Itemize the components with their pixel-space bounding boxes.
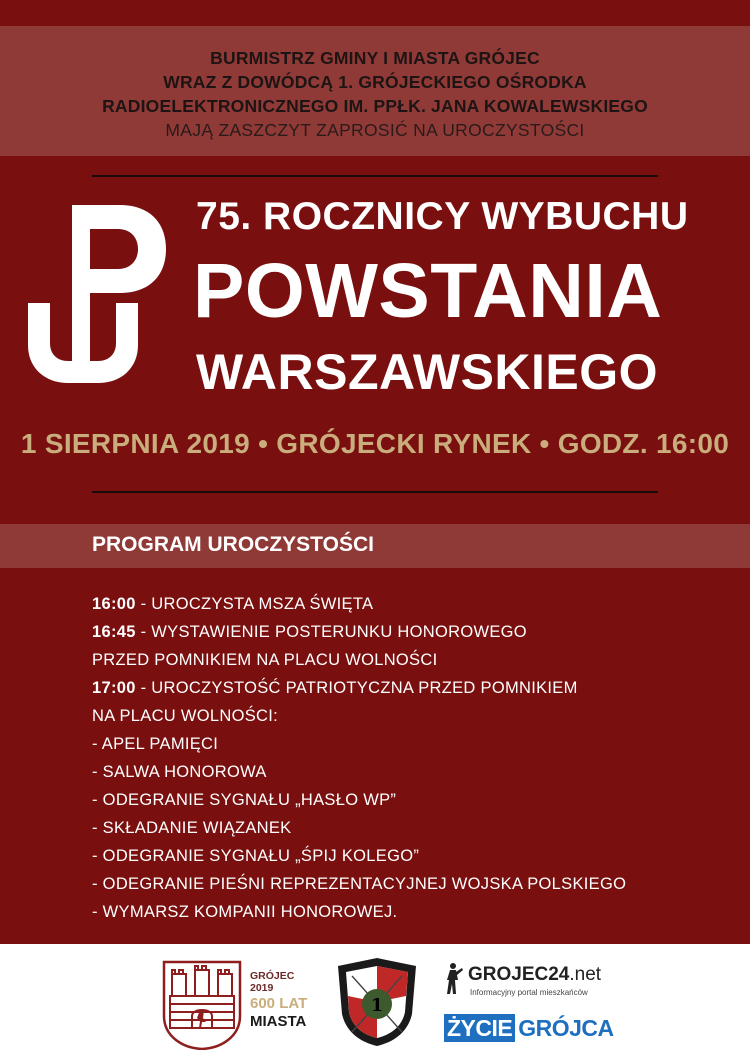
grojec-crest-icon (162, 960, 242, 1050)
top-strip (0, 0, 750, 26)
event-details: 1 SIERPNIA 2019 • GRÓJECKI RYNEK • GODZ. 16:00 (20, 428, 730, 459)
title-line-2: POWSTANIA (193, 248, 663, 334)
kotwica-emblem-icon (28, 205, 168, 385)
newspaper-part-1: ŻYCIE (444, 1014, 515, 1042)
item-text: - WYMARSZ KOMPANII HONOROWEJ. (92, 903, 398, 921)
title-line-3: WARSZAWSKIEGO (196, 344, 659, 400)
list-item (92, 898, 712, 926)
program-schedule (92, 590, 712, 926)
list-item (92, 618, 712, 646)
program-band (0, 524, 750, 568)
zycie-grojca-logo (444, 1014, 614, 1044)
list-item (92, 590, 712, 618)
divider-top (92, 175, 658, 177)
item-time: 17:00 (92, 679, 136, 697)
list-item (92, 814, 712, 842)
item-text: PRZED POMNIKIEM NA PLACU WOLNOŚCI (92, 651, 438, 669)
list-item (92, 730, 712, 758)
item-time: 16:45 (92, 623, 136, 641)
portal-name: GROJEC24 (468, 964, 570, 985)
list-item (92, 758, 712, 786)
newspaper-part-2: GRÓJCA (518, 1015, 614, 1041)
item-text: - SALWA HONOROWA (92, 763, 267, 781)
item-text: - UROCZYSTA MSZA ŚWIĘTA (135, 595, 374, 613)
header-line-1: BURMISTRZ GMINY I MIASTA GRÓJEC (210, 48, 540, 68)
title-line-1: 75. ROCZNICY WYBUCHU (196, 195, 689, 238)
item-time: 16:00 (92, 595, 136, 613)
footer-logos (0, 944, 750, 1061)
grojec24-logo (444, 962, 614, 1002)
item-text: - ODEGRANIE PIEŚNI REPREZENTACYJNEJ WOJSKA POLSKIEGO (92, 875, 627, 893)
item-text: - APEL PAMIĘCI (92, 735, 219, 753)
item-text: - ODEGRANIE SYGNAŁU „ŚPIJ KOLEGO” (92, 847, 420, 865)
anniversary-line-2: 600 LAT (250, 995, 308, 1012)
portal-brand (468, 964, 601, 986)
dancer-figure-icon (444, 962, 464, 996)
invitation-header (0, 26, 750, 156)
portal-tagline: Informacyjny portal mieszkańców (470, 988, 588, 997)
anniversary-line-3: MIASTA (250, 1013, 307, 1030)
header-line-3: RADIOELEKTRONICZNEGO IM. PPŁK. JANA KOWALEWSKIEGO (102, 96, 648, 116)
item-text: - UROCZYSTOŚĆ PATRIOTYCZNA PRZED POMNIKIEM (135, 679, 578, 697)
item-text: NA PLACU WOLNOŚCI: (92, 707, 279, 725)
list-item (92, 786, 712, 814)
list-item (92, 674, 712, 702)
list-item (92, 870, 712, 898)
item-text: - ODEGRANIE SYGNAŁU „HASŁO WP” (92, 791, 397, 809)
anniversary-line-1: GRÓJEC 2019 (250, 970, 295, 994)
program-title: PROGRAM UROCZYSTOŚCI (92, 533, 374, 556)
shield-number: 1 (370, 995, 384, 1016)
unit-shield-icon (336, 956, 418, 1048)
portal-suffix: .net (569, 964, 602, 985)
list-item (92, 842, 712, 870)
header-line-2: WRAZ Z DOWÓDCĄ 1. GRÓJECKIEGO OŚRODKA (163, 72, 587, 92)
item-text: - SKŁADANIE WIĄZANEK (92, 819, 292, 837)
anniversary-logo (250, 970, 312, 1031)
divider-bottom (92, 491, 658, 493)
list-item (92, 646, 712, 674)
header-line-4: MAJĄ ZASZCZYT ZAPROSIĆ NA UROCZYSTOŚCI (165, 120, 585, 140)
item-text: - WYSTAWIENIE POSTERUNKU HONOROWEGO (135, 623, 527, 641)
list-item (92, 702, 712, 730)
